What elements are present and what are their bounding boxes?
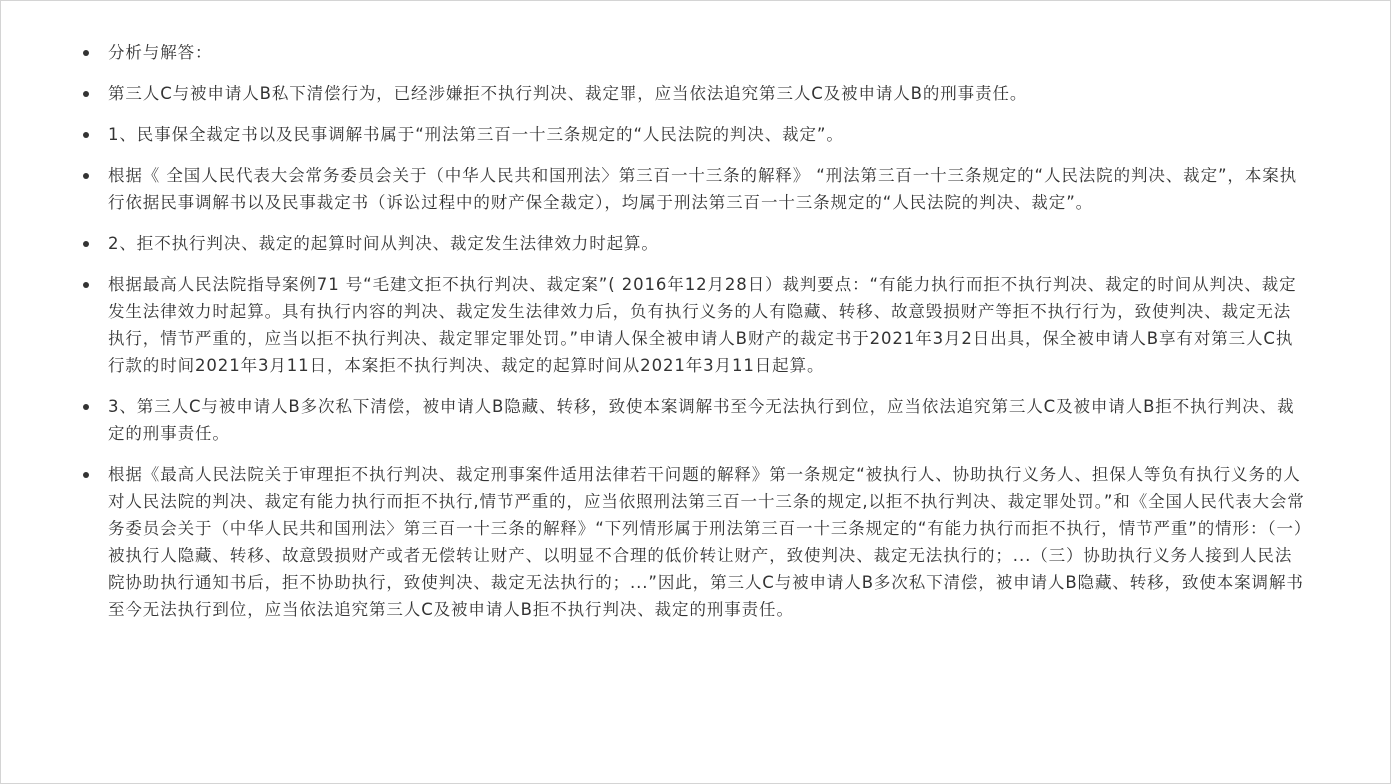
analysis-bullet-list bbox=[81, 39, 1307, 637]
list-item-heading bbox=[81, 39, 1307, 66]
list-item-basis-3 bbox=[81, 461, 1307, 623]
list-item-text: 2、拒不执行判决、裁定的起算时间从判决、裁定发生法律效力时起算。 bbox=[108, 234, 659, 253]
bullet-dot-icon bbox=[83, 472, 89, 478]
bullet-dot-icon bbox=[83, 404, 89, 410]
list-item-basis-1 bbox=[81, 162, 1307, 216]
bullet-dot-icon bbox=[83, 50, 89, 56]
bullet-dot-icon bbox=[83, 132, 89, 138]
list-item-text: 根据最高人民法院指导案例71 号“毛建文拒不执行判决、裁定案”( 2016年12月28日）裁判要点：“有能力执行而拒不执行判决、裁定的时间从判决、裁定发生法律效力时起算。具有执行内容的判决、裁定发生法律效力后，负有执行义务的人有隐藏、转移、故意毁损财产等拒不执行行为，致使判决、裁定无法执行，情节严重的，应当以拒不执行判决、裁定罪定罪处罚。”申请人保全被申请人B财产的裁定书于2021年3月2日出具，保全被申请人B享有对第三人C执行款的时间2021年3月11日，本案拒不执行判决、裁定的起算时间从2021年3月11日起算。 bbox=[108, 275, 1297, 375]
list-item-conclusion bbox=[81, 80, 1307, 107]
list-item-point-2 bbox=[81, 230, 1307, 257]
list-item-basis-2 bbox=[81, 271, 1307, 379]
bullet-dot-icon bbox=[83, 173, 89, 179]
list-item-text: 根据《最高人民法院关于审理拒不执行判决、裁定刑事案件适用法律若干问题的解释》第一条规定“被执行人、协助执行义务人、担保人等负有执行义务的人对人民法院的判决、裁定有能力执行而拒不执行,情节严重的，应当依照刑法第三百一十三条的规定,以拒不执行判决、裁定罪处罚。”和《全国人民代表大会常务委员会关于（中华人民共和国刑法〉第三百一十三条的解释》“下列情形属于刑法第三百一十三条规定的“有能力执行而拒不执行，情节严重”的情形：（一）被执行人隐藏、转移、故意毁损财产或者无偿转让财产、以明显不合理的低价转让财产，致使判决、裁定无法执行的；...（三）协助执行义务人接到人民法院协助执行通知书后，拒不协助执行，致使判决、裁定无法执行的；...”因此，第三人C与被申请人B多次私下清偿，被申请人B隐藏、转移，致使本案调解书至今无法执行到位，应当依法追究第三人C及被申请人B拒不执行判决、裁定的刑事责任。 bbox=[108, 465, 1305, 619]
list-item-text: 分析与解答： bbox=[108, 43, 213, 62]
list-item-text: 1、民事保全裁定书以及民事调解书属于“刑法第三百一十三条规定的“人民法院的判决、裁定”。 bbox=[108, 125, 844, 144]
bullet-dot-icon bbox=[83, 282, 89, 288]
list-item-point-1 bbox=[81, 121, 1307, 148]
list-item-text: 根据《 全国人民代表大会常务委员会关于（中华人民共和国刑法〉第三百一十三条的解释》 “刑法第三百一十三条规定的“人民法院的判决、裁定”，本案执行依据民事调解书以及民事裁定书（诉讼过程中的财产保全裁定），均属于刑法第三百一十三条规定的“人民法院的判决、裁定”。 bbox=[108, 166, 1298, 212]
list-item-point-3 bbox=[81, 393, 1307, 447]
bullet-dot-icon bbox=[83, 91, 89, 97]
list-item-text: 第三人C与被申请人B私下清偿行为，已经涉嫌拒不执行判决、裁定罪，应当依法追究第三人C及被申请人B的刑事责任。 bbox=[108, 84, 1028, 103]
bullet-dot-icon bbox=[83, 241, 89, 247]
list-item-text: 3、第三人C与被申请人B多次私下清偿，被申请人B隐藏、转移，致使本案调解书至今无法执行到位，应当依法追究第三人C及被申请人B拒不执行判决、裁定的刑事责任。 bbox=[108, 397, 1295, 443]
